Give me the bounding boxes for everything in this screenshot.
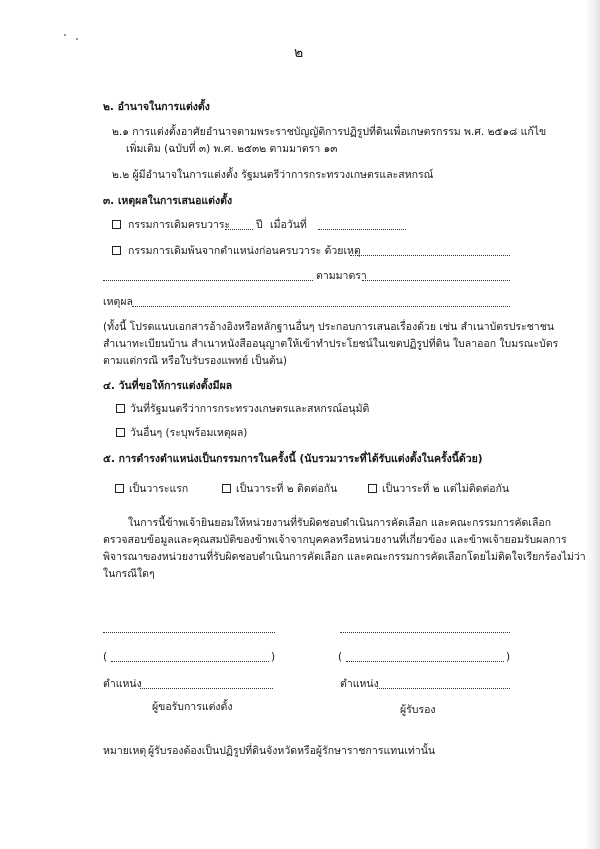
- applicant-position-field[interactable]: [140, 688, 273, 689]
- scan-speck: [64, 34, 66, 36]
- consent-line3: พิจารณาของหน่วยงานที่รับผิดชอบดำเนินการคัดเลือก และคณะกรรมการคัดเลือกโดยไม่ติดใจเรียกร้องไม่ว่า: [103, 551, 586, 563]
- other-date-checkbox[interactable]: [116, 428, 125, 437]
- attachment-note-line3: ตามแต่กรณี หรือใบรับรองแพทย์ เป็นต้น): [103, 355, 287, 367]
- applicant-signature-line[interactable]: [103, 632, 275, 633]
- term-ended-label: กรรมการเดิมครบวาระ: [128, 219, 231, 231]
- term-year-label: ปี: [256, 219, 263, 231]
- certifier-position-label: ตำแหน่ง: [340, 678, 379, 690]
- early-leave-label: กรรมการเดิมพ้นจากตำแหน่งก่อนครบวาระ ด้วยเหตุ: [128, 245, 361, 257]
- footnote-label: หมายเหตุ: [103, 745, 147, 757]
- section2-heading: ๒. อำนาจในการแต่งตั้ง: [103, 101, 210, 113]
- page-edge-shadow: [586, 0, 600, 849]
- applicant-name-open-paren: (: [103, 651, 108, 663]
- certifier-name-open-paren: (: [338, 651, 343, 663]
- consent-line1: ในการนี้ข้าพเจ้ายินยอมให้หน่วยงานที่รับผิดชอบดำเนินการคัดเลือก และคณะกรรมการคัดเลือก: [128, 517, 552, 529]
- applicant-caption: ผู้ขอรับการแต่งตั้ง: [152, 701, 233, 713]
- scan-speck: [76, 38, 78, 40]
- section2-item1-line2: เพิ่มเติม (ฉบับที่ ๓) พ.ศ. ๒๕๓๒ ตามมาตรา ๑๓: [126, 143, 338, 155]
- certifier-caption: ผู้รับรอง: [400, 704, 436, 716]
- cause-continued-field[interactable]: [103, 280, 313, 281]
- section2-item1-line1: ๒.๑ การแต่งตั้งอาศัยอำนาจตามพระราชบัญญัติการปฏิรูปที่ดินเพื่อเกษตรกรรม พ.ศ. ๒๕๑๘ แก้ไข: [112, 126, 547, 138]
- applicant-name-field[interactable]: [111, 661, 269, 662]
- section2-item2: ๒.๒ ผู้มีอำนาจในการแต่งตั้ง รัฐมนตรีว่าการกระทรวงเกษตรและสหกรณ์: [112, 169, 434, 181]
- first-term-label: เป็นวาระแรก: [129, 483, 189, 495]
- attachment-note-line1: (ทั้งนี้ โปรดแนบเอกสารอ้างอิงหรือหลักฐานอื่นๆ ประกอบการเสนอเรื่องด้วย เช่น สำเนาบัตรประชาชน: [103, 321, 555, 333]
- early-leave-checkbox[interactable]: [112, 246, 121, 255]
- section5-heading: ๕. การดำรงตำแหน่งเป็นกรรมการในครั้งนี้ (นับรวมวาระที่ได้รับแต่งตั้งในครั้งนี้ด้วย): [103, 453, 483, 465]
- other-date-label: วันอื่นๆ (ระบุพร้อมเหตุผล): [130, 427, 248, 439]
- certifier-name-field[interactable]: [346, 661, 504, 662]
- section-ref-label: ตามมาตรา: [316, 270, 367, 282]
- consent-line2: ตรวจสอบข้อมูลและคุณสมบัติของข้าพเจ้าจากบุคคลหรือหน่วยงานที่เกี่ยวข้อง และข้าพเจ้ายอมรับผลการ: [103, 534, 567, 546]
- certifier-signature-line[interactable]: [340, 632, 510, 633]
- term-year-field[interactable]: [225, 229, 253, 230]
- second-consecutive-checkbox[interactable]: [222, 484, 231, 493]
- section3-heading: ๓. เหตุผลในการเสนอแต่งตั้ง: [103, 195, 233, 207]
- early-leave-cause-field[interactable]: [350, 255, 510, 256]
- page-number: ๒: [294, 45, 304, 61]
- attachment-note-line2: สำเนาทะเบียนบ้าน สำเนาหนังสืออนุญาตให้เข้าทำประโยชน์ในเขตปฏิรูปที่ดิน ใบลาออก ใบมรณะบัตร: [103, 338, 559, 350]
- applicant-position-label: ตำแหน่ง: [103, 678, 142, 690]
- second-nonconsecutive-label: เป็นวาระที่ ๒ แต่ไม่ติดต่อกัน: [382, 483, 510, 495]
- minister-approval-label: วันที่รัฐมนตรีว่าการกระทรวงเกษตรและสหกรณ์อนุมัติ: [130, 403, 370, 415]
- term-date-field[interactable]: [318, 229, 406, 230]
- term-date-label: เมื่อวันที่: [270, 219, 307, 231]
- reason-label: เหตุผล: [103, 296, 133, 308]
- reason-field[interactable]: [132, 306, 510, 307]
- minister-approval-checkbox[interactable]: [116, 404, 125, 413]
- section-ref-field[interactable]: [362, 280, 510, 281]
- certifier-name-close-paren: ): [506, 651, 511, 663]
- second-nonconsecutive-checkbox[interactable]: [368, 484, 377, 493]
- section4-heading: ๔. วันที่ขอให้การแต่งตั้งมีผล: [103, 380, 233, 392]
- term-ended-checkbox[interactable]: [112, 220, 121, 229]
- applicant-name-close-paren: ): [271, 651, 276, 663]
- certifier-position-field[interactable]: [377, 688, 510, 689]
- consent-line4: ในกรณีใดๆ: [103, 568, 155, 580]
- first-term-checkbox[interactable]: [115, 484, 124, 493]
- second-consecutive-label: เป็นวาระที่ ๒ ติดต่อกัน: [236, 483, 338, 495]
- footnote-text: ผู้รับรองต้องเป็นปฏิรูปที่ดินจังหวัดหรือผู้รักษาราชการแทนเท่านั้น: [148, 745, 436, 757]
